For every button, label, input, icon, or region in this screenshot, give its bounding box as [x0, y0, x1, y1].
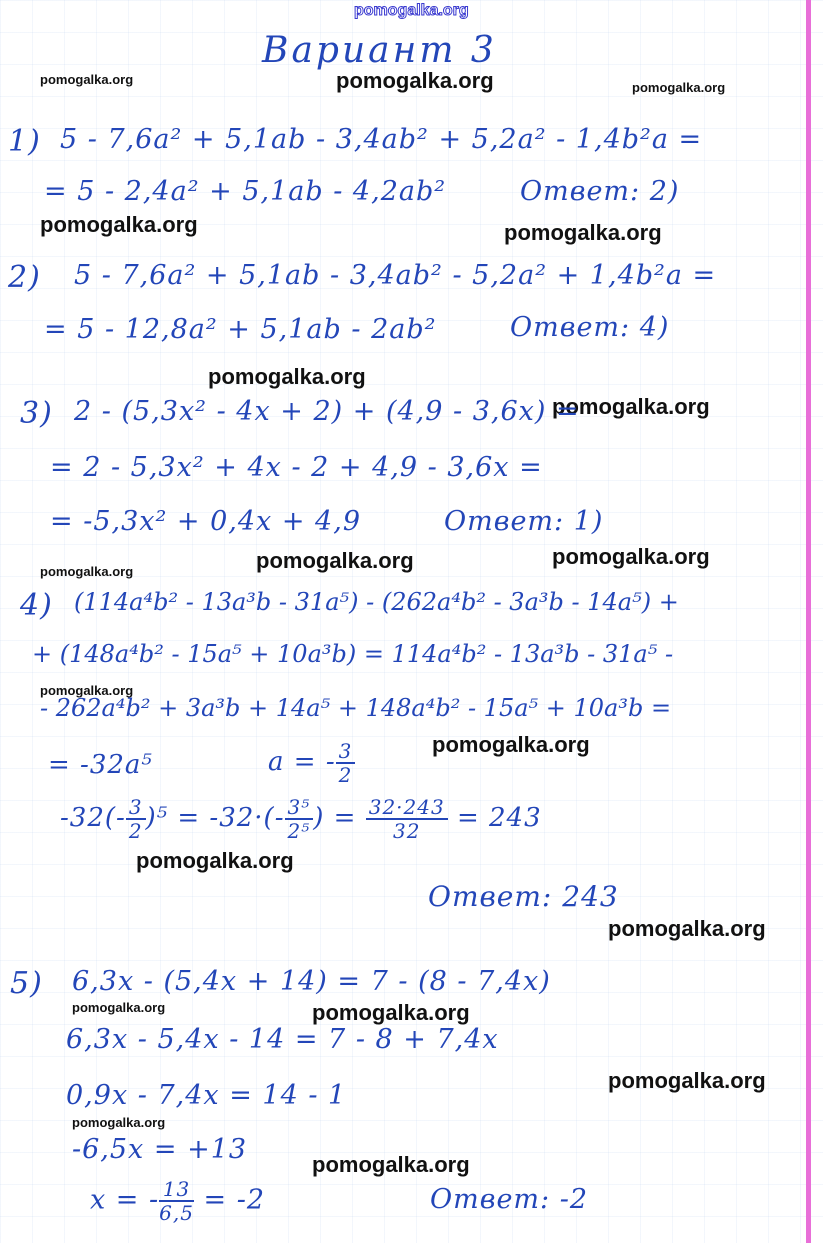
expr-fraction — [159, 1178, 194, 1224]
task-3-label: 3) — [20, 396, 53, 431]
task-4-label: 4) — [20, 588, 53, 623]
watermark: pomogalka.org — [432, 732, 590, 757]
task-4-line-4: = -32a⁵ — [48, 750, 153, 780]
task-1-line-1: 5 - 7,6a² + 5,1ab - 3,4ab² + 5,2a² - 1,4b²a = — [60, 124, 703, 155]
watermark: pomogalka.org — [552, 544, 710, 569]
watermark: pomogalka.org — [208, 364, 366, 389]
task-4-condition — [268, 740, 355, 786]
task-5-line-2: 6,3x - 5,4x - 14 = 7 - 8 + 7,4x — [66, 1024, 499, 1055]
expr-fraction — [285, 796, 314, 842]
fraction-denominator: 32 — [392, 819, 421, 843]
fraction-numerator: 3 — [126, 796, 146, 820]
expr-part: = -2 — [203, 1184, 266, 1216]
task-1-line-2: = 5 - 2,4a² + 5,1ab - 4,2ab² — [44, 176, 447, 207]
fraction-numerator: 3 — [336, 740, 356, 764]
condition-text: a = - — [268, 747, 336, 777]
task-3-answer: Ответ: 1) — [444, 506, 604, 537]
watermark: pomogalka.org — [504, 220, 662, 245]
watermark: pomogalka.org — [552, 394, 710, 419]
expr-fraction — [366, 796, 448, 842]
task-4-line-1: (114a⁴b² - 13a³b - 31a⁵) - (262a⁴b² - 3a³b - 14a⁵) + — [74, 588, 679, 616]
watermark: pomogalka.org — [40, 212, 198, 237]
watermark: pomogalka.org — [608, 1068, 766, 1093]
task-4-answer: Ответ: 243 — [428, 880, 619, 913]
task-5-line-5 — [90, 1178, 265, 1224]
task-2-answer: Ответ: 4) — [510, 312, 670, 343]
expr-part: ) = — [313, 803, 357, 833]
margin-line — [806, 0, 811, 1243]
watermark: pomogalka.org — [608, 916, 766, 941]
watermark: pomogalka.org — [136, 848, 294, 873]
page-title: Вариант 3 — [262, 30, 497, 71]
watermark: pomogalka.org — [632, 80, 726, 95]
task-4-line-5 — [60, 796, 542, 842]
watermark: pomogalka.org — [40, 564, 134, 579]
task-5-line-1: 6,3x - (5,4x + 14) = 7 - (8 - 7,4x) — [72, 966, 551, 997]
task-5-line-3: 0,9x - 7,4x = 14 - 1 — [66, 1080, 347, 1111]
fraction-denominator: 2 — [338, 763, 353, 787]
task-5-answer: Ответ: -2 — [430, 1184, 589, 1215]
fraction-numerator: 32·243 — [366, 796, 448, 820]
task-1-answer: Ответ: 2) — [520, 176, 680, 207]
watermark: pomogalka.org — [256, 548, 414, 573]
task-3-line-2: = 2 - 5,3x² + 4x - 2 + 4,9 - 3,6x = — [50, 452, 543, 483]
fraction-numerator: 13 — [159, 1178, 194, 1202]
expr-fraction — [126, 796, 146, 842]
fraction-numerator: 3⁵ — [285, 796, 314, 820]
fraction-denominator: 6,5 — [159, 1201, 194, 1225]
watermark: pomogalka.org — [72, 1115, 166, 1130]
watermark-top: pomogalka.org — [354, 2, 469, 19]
task-3-line-1: 2 - (5,3x² - 4x + 2) + (4,9 - 3,6x) = — [74, 396, 580, 427]
watermark: pomogalka.org — [40, 72, 134, 87]
watermark: pomogalka.org — [336, 68, 494, 93]
expr-part: )⁵ = -32·(- — [145, 803, 285, 833]
fraction-denominator: 2 — [128, 819, 143, 843]
task-1-label: 1) — [8, 124, 41, 159]
task-5-line-4: -6,5x = +13 — [72, 1134, 248, 1165]
watermark: pomogalka.org — [72, 1000, 166, 1015]
task-3-line-3: = -5,3x² + 0,4x + 4,9 — [50, 506, 361, 537]
condition-fraction — [336, 740, 356, 786]
task-4-line-2: + (148a⁴b² - 15a⁵ + 10a³b) = 114a⁴b² - 13a³b - 31a⁵ - — [32, 640, 674, 668]
expr-part: = 243 — [456, 803, 542, 833]
watermark: pomogalka.org — [40, 683, 134, 698]
task-2-line-2: = 5 - 12,8a² + 5,1ab - 2ab² — [44, 314, 437, 345]
task-2-line-1: 5 - 7,6a² + 5,1ab - 3,4ab² - 5,2a² + 1,4b²a = — [74, 260, 717, 291]
task-4-line-3: - 262a⁴b² + 3a³b + 14a⁵ + 148a⁴b² - 15a⁵ + 10a³b = — [40, 694, 672, 722]
watermark: pomogalka.org — [312, 1000, 470, 1025]
expr-part: x = - — [90, 1184, 160, 1216]
fraction-denominator: 2⁵ — [287, 819, 311, 843]
expr-part: -32(- — [60, 803, 126, 833]
task-5-label: 5) — [10, 966, 43, 1001]
watermark: pomogalka.org — [312, 1152, 470, 1177]
task-2-label: 2) — [8, 260, 41, 295]
